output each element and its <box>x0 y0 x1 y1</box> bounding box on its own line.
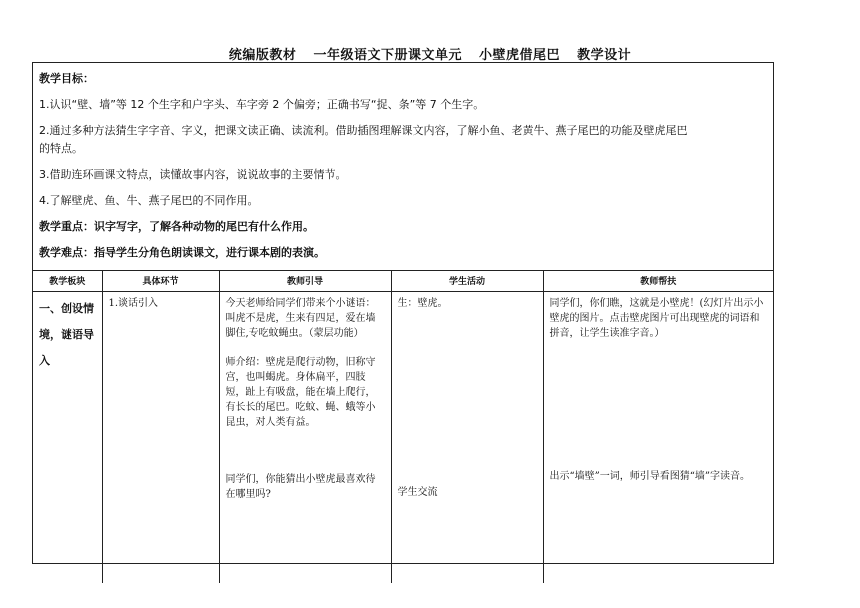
title-design: 教学设计 <box>577 48 632 63</box>
cell-teacher-guide <box>219 291 391 583</box>
help-word: 出示“墙壁”一词，师引导看图猜“墙”字读音。 <box>549 470 750 482</box>
objective-2-line2: 的特点。 <box>39 142 83 155</box>
difficulties: 教学难点：指导学生分角色朗读课文，进行课本剧的表演。 <box>39 246 325 259</box>
header-step: 具体环节 <box>102 271 219 291</box>
objectives-section <box>33 63 773 271</box>
objectives-heading: 教学目标： <box>39 72 94 85</box>
help-slide: 同学们，你们瞧，这就是小壁虎！(幻灯片出示小壁虎的图片。点击壁虎图片可出现壁虎的词语和拼音，让学生读准字音。） <box>549 297 764 339</box>
table-row <box>33 291 773 583</box>
header-teacher-help: 教师帮扶 <box>543 271 773 291</box>
key-points: 教学重点：识字写字，了解各种动物的尾巴有什么作用。 <box>39 220 314 233</box>
cell-teacher-help <box>543 291 773 583</box>
guide-riddle: 今天老师给同学们带来个小谜语：叫虎不是虎，生来有四足，爱在墙脚住,专吃蚊蝇虫。（蒙层功能） <box>225 297 376 339</box>
objective-3: 3.借助连环画课文特点，读懂故事内容，说说故事的主要情节。 <box>39 168 347 181</box>
title-grade-unit: 一年级语文下册课文单元 <box>313 48 462 63</box>
cell-student-activity <box>391 291 543 583</box>
objective-2 <box>39 123 767 157</box>
document-title <box>0 44 860 63</box>
lesson-table <box>33 271 773 583</box>
student-spacer <box>398 311 537 485</box>
header-teacher-guide: 教师引导 <box>219 271 391 291</box>
cell-step: 1.谈话引入 <box>102 291 219 583</box>
guide-introduction: 师介绍：壁虎是爬行动物，旧称守宫，也叫蝎虎。身体扁平，四肢短，趾上有吸盘，能在墙上爬行，有长长的尾巴。吃蚊、蝇、蛾等小昆虫，对人类有益。 <box>225 356 376 428</box>
student-discussion: 学生交流 <box>397 486 438 498</box>
objective-4: 4.了解壁虎、鱼、牛、燕子尾巴的不同作用。 <box>39 194 259 207</box>
objective-1: 1.认识“壁、墙”等 12 个生字和户字头、车字旁 2 个偏旁；正确书写“捉、条”等 7 个生字。 <box>39 98 485 111</box>
title-lesson: 小壁虎借尾巴 <box>479 48 561 63</box>
guide-question: 同学们，你能猜出小壁虎最喜欢待在哪里吗? <box>225 473 376 500</box>
header-student-activity: 学生活动 <box>391 271 543 291</box>
header-block: 教学板块 <box>33 271 102 291</box>
student-answer: 生：壁虎。 <box>397 297 448 309</box>
title-textbook: 统编版教材 <box>228 48 297 63</box>
lesson-plan-box <box>32 62 774 564</box>
objective-2-line1: 2.通过多种方法猜生字字音、字义，把课文读正确、读流利。借助插图理解课文内容，了解小鱼、老黄牛、燕子尾巴的功能及壁虎尾巴 <box>39 124 688 137</box>
cell-block: 一、创设情境，谜语导入 <box>39 301 94 367</box>
table-header-row <box>33 271 773 291</box>
